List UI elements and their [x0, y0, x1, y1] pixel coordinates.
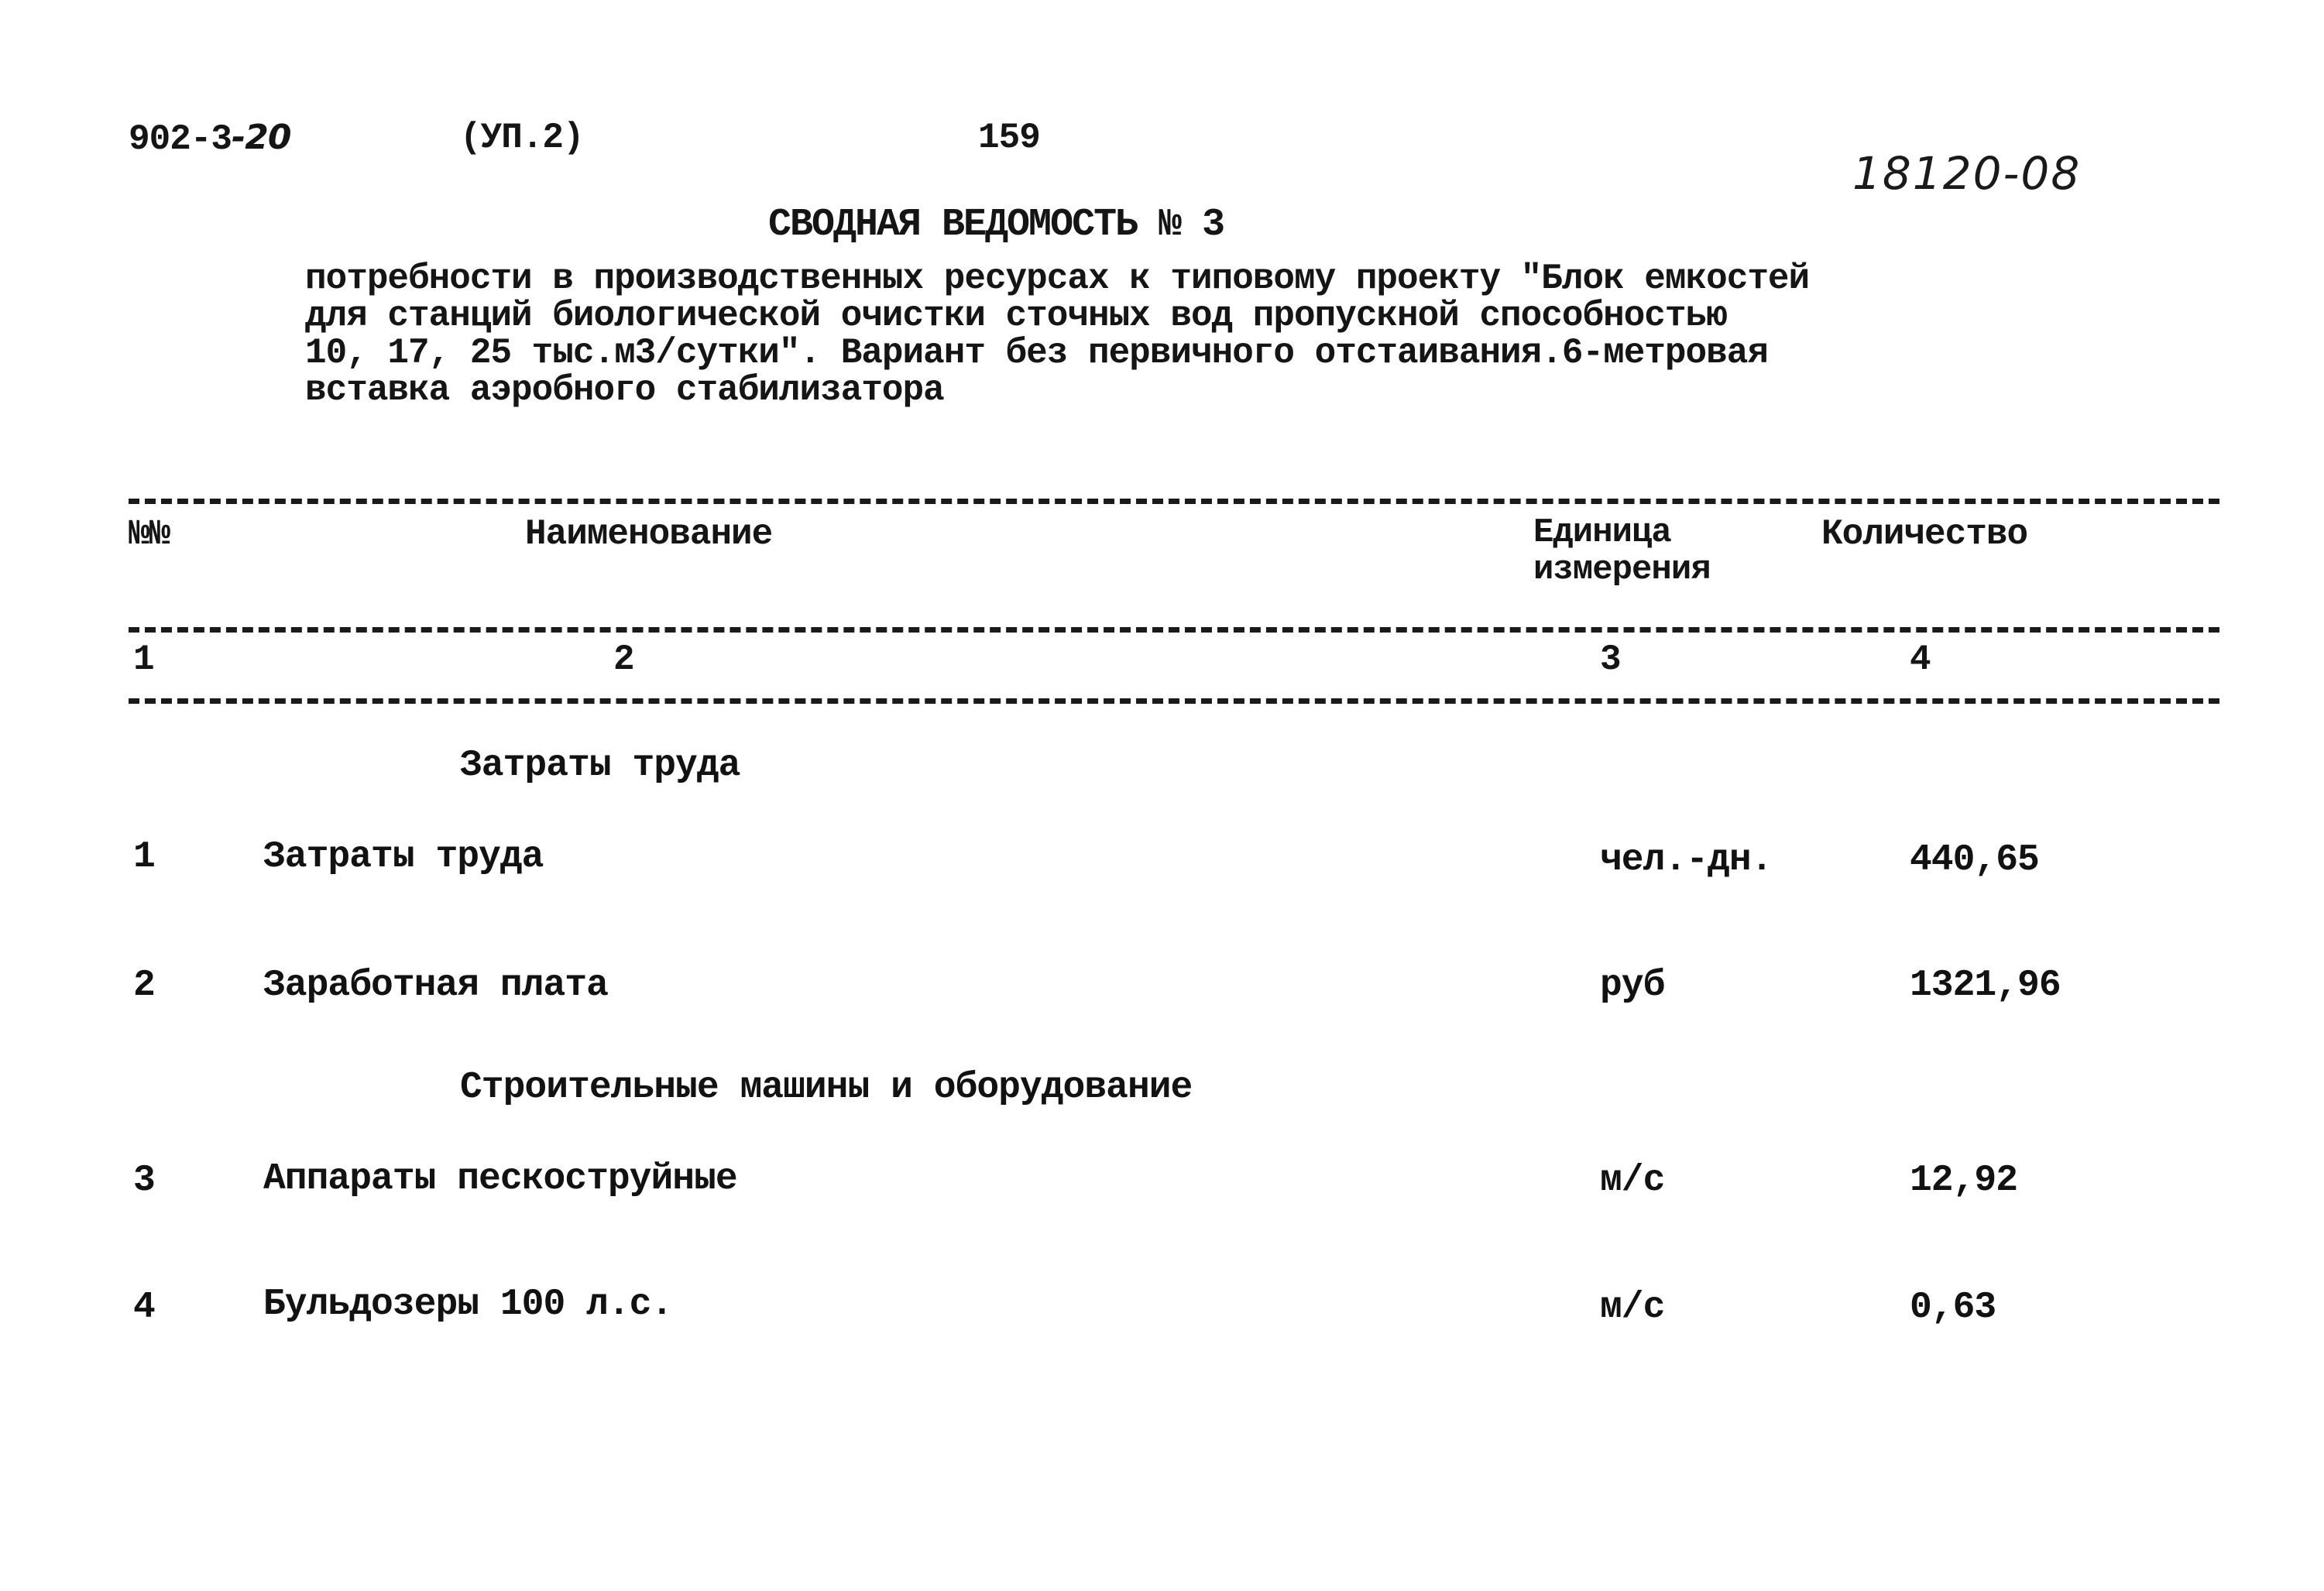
- intro-line: потребности в производственных ресурсах к типовому проекту "Блок емкостей: [305, 259, 1810, 299]
- row-unit: м/с: [1600, 1160, 1665, 1202]
- column-header-name: Наименование: [525, 514, 773, 554]
- column-header-unit-line1: Единица: [1533, 513, 1671, 552]
- row-number: 1: [133, 836, 155, 878]
- table-header-rule: [129, 627, 2219, 633]
- page-title: СВОДНАЯ ВЕДОМОСТЬ № 3: [768, 203, 1224, 247]
- section-title: Затраты труда: [460, 745, 740, 787]
- column-number: 4: [1910, 639, 1931, 680]
- row-quantity: 12,92: [1910, 1160, 2018, 1202]
- row-name: Затраты труда: [263, 836, 544, 878]
- album-reference: (УП.2): [460, 118, 584, 158]
- intro-line: для станций биологической очистки сточных вод пропускной способностью: [305, 296, 1727, 336]
- row-unit: руб: [1600, 965, 1665, 1006]
- intro-line: вставка аэробного стабилизатора: [305, 370, 944, 410]
- document-series: [129, 118, 291, 159]
- row-name: Бульдозеры 100 л.с.: [263, 1284, 673, 1325]
- document-series-handwritten: -20: [232, 118, 291, 157]
- row-quantity: 440,65: [1910, 839, 2039, 881]
- row-unit: м/с: [1600, 1287, 1665, 1329]
- table-column-numbers-rule: [129, 698, 2219, 704]
- column-number: 2: [613, 639, 634, 680]
- row-quantity: 0,63: [1910, 1287, 1996, 1329]
- table-top-rule: [129, 499, 2219, 504]
- column-header-unit: [1533, 514, 1711, 588]
- row-number: 4: [133, 1287, 155, 1329]
- row-number: 2: [133, 965, 155, 1006]
- row-unit: чел.-дн.: [1600, 839, 1773, 881]
- page-number: 159: [978, 118, 1040, 158]
- column-number: 3: [1600, 639, 1621, 680]
- column-header-unit-line2: измерения: [1533, 550, 1711, 589]
- row-name: Аппараты пескоструйные: [263, 1158, 737, 1200]
- row-number: 3: [133, 1160, 155, 1202]
- row-quantity: 1321,96: [1910, 965, 2061, 1006]
- intro-paragraph: [305, 260, 1962, 409]
- document-series-code: 902-3: [129, 119, 232, 159]
- intro-line: 10, 17, 25 тыс.м3/сутки". Вариант без первичного отстаивания.6-метровая: [305, 333, 1768, 373]
- column-number: 1: [133, 639, 154, 680]
- inventory-number: 18120-08: [1852, 147, 2082, 200]
- row-name: Заработная плата: [263, 965, 608, 1006]
- column-header-number: №№: [129, 514, 170, 554]
- section-title: Строительные машины и оборудование: [460, 1067, 1193, 1109]
- column-header-quantity: Количество: [1821, 514, 2028, 554]
